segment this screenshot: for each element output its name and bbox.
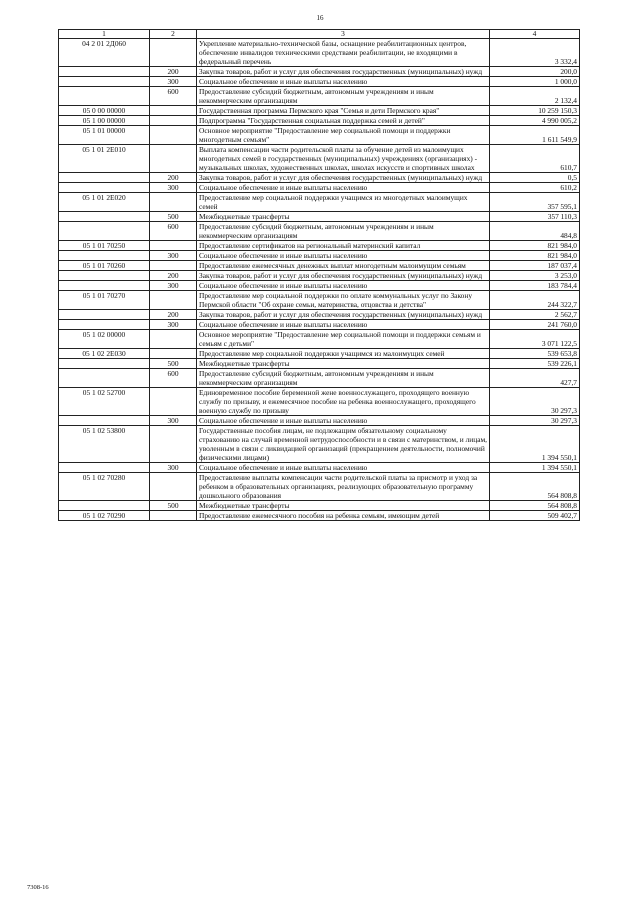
code-cell: 05 1 01 70260 xyxy=(59,261,150,271)
amount-cell: 200,0 xyxy=(490,67,580,77)
table-row xyxy=(59,330,580,349)
amount-cell: 30 297,3 xyxy=(490,416,580,426)
item-name-cell: Предоставление ежемесячного пособия на ребенка семьям, имеющим детей xyxy=(197,511,490,521)
table-row xyxy=(59,241,580,251)
item-name-cell: Закупка товаров, работ и услуг для обеспечения государственных (муниципальных) нужд xyxy=(197,271,490,281)
item-name-cell: Государственные пособия лицам, не подлежащим обязательному социальному страхованию на случай временной нетрудоспособности и в связи с материнством, и лицам, уволенным в связи с ликвидацией организаций (прекращением деятельности, полномочий физическими лицами) xyxy=(197,426,490,463)
table-row xyxy=(59,87,580,106)
amount-cell: 821 984,0 xyxy=(490,251,580,261)
amount-cell: 30 297,3 xyxy=(490,388,580,416)
header-cell-1: 1 xyxy=(59,30,150,39)
code-cell xyxy=(59,212,150,222)
table-row xyxy=(59,212,580,222)
amount-cell: 357 595,1 xyxy=(490,193,580,212)
expense-type-cell xyxy=(150,106,197,116)
item-name-cell: Выплата компенсации части родительской платы за обучение детей из малоимущих многодетных семей в государственных (муниципальных) учреждениях (организациях) - музыкальных школах, художественных школах, школах искусств и спортивных школах xyxy=(197,145,490,173)
amount-cell: 3 071 122,5 xyxy=(490,330,580,349)
item-name-cell: Закупка товаров, работ и услуг для обеспечения государственных (муниципальных) нужд xyxy=(197,67,490,77)
code-cell xyxy=(59,173,150,183)
table-header-row xyxy=(59,30,580,39)
expense-type-cell: 200 xyxy=(150,173,197,183)
item-name-cell: Государственная программа Пермского края "Семья и дети Пермского края" xyxy=(197,106,490,116)
code-cell xyxy=(59,222,150,241)
amount-cell: 427,7 xyxy=(490,369,580,388)
code-cell: 05 1 02 70280 xyxy=(59,473,150,501)
expense-type-cell: 600 xyxy=(150,222,197,241)
page-number: 16 xyxy=(316,14,324,22)
item-name-cell: Социальное обеспечение и иные выплаты населению xyxy=(197,281,490,291)
table-row xyxy=(59,501,580,511)
item-name-cell: Социальное обеспечение и иные выплаты населению xyxy=(197,320,490,330)
expense-type-cell xyxy=(150,349,197,359)
table-row xyxy=(59,193,580,212)
table-row xyxy=(59,416,580,426)
code-cell: 05 1 01 70270 xyxy=(59,291,150,310)
code-cell xyxy=(59,320,150,330)
code-cell xyxy=(59,183,150,193)
code-cell: 05 1 02 2Е030 xyxy=(59,349,150,359)
amount-cell: 10 259 150,3 xyxy=(490,106,580,116)
code-cell: 05 1 02 53800 xyxy=(59,426,150,463)
expense-type-cell xyxy=(150,126,197,145)
item-name-cell: Межбюджетные трансферты xyxy=(197,501,490,511)
item-name-cell: Предоставление субсидий бюджетным, автономным учреждениям и иным некоммерческим организациям xyxy=(197,222,490,241)
expense-type-cell: 500 xyxy=(150,501,197,511)
amount-cell: 484,8 xyxy=(490,222,580,241)
amount-cell: 539 226,1 xyxy=(490,359,580,369)
code-cell xyxy=(59,67,150,77)
table-row xyxy=(59,291,580,310)
amount-cell: 539 653,8 xyxy=(490,349,580,359)
code-cell xyxy=(59,359,150,369)
code-cell: 05 1 02 00000 xyxy=(59,330,150,349)
amount-cell: 2 132,4 xyxy=(490,87,580,106)
expense-type-cell xyxy=(150,426,197,463)
code-cell: 05 1 01 00000 xyxy=(59,126,150,145)
expense-type-cell: 300 xyxy=(150,183,197,193)
item-name-cell: Укрепление материально-технической базы, оснащение реабилитационных центров, обеспечение инвалидов техническими средствами реабилитации, не входящими в федеральный перечень xyxy=(197,39,490,67)
amount-cell: 244 322,7 xyxy=(490,291,580,310)
table-row xyxy=(59,39,580,67)
table-row xyxy=(59,271,580,281)
table-row xyxy=(59,388,580,416)
expense-type-cell: 300 xyxy=(150,416,197,426)
table-row xyxy=(59,126,580,145)
expense-type-cell: 200 xyxy=(150,271,197,281)
expense-type-cell xyxy=(150,193,197,212)
item-name-cell: Предоставление субсидий бюджетным, автономным учреждениям и иным некоммерческим организациям xyxy=(197,87,490,106)
header-cell-4: 4 xyxy=(490,30,580,39)
code-cell: 04 2 01 2Д060 xyxy=(59,39,150,67)
table-row xyxy=(59,320,580,330)
item-name-cell: Социальное обеспечение и иные выплаты населению xyxy=(197,77,490,87)
expense-type-cell xyxy=(150,291,197,310)
expense-type-cell: 200 xyxy=(150,67,197,77)
expense-type-cell xyxy=(150,511,197,521)
item-name-cell: Межбюджетные трансферты xyxy=(197,359,490,369)
code-cell xyxy=(59,271,150,281)
amount-cell: 610,2 xyxy=(490,183,580,193)
expense-type-cell xyxy=(150,261,197,271)
item-name-cell: Социальное обеспечение и иные выплаты населению xyxy=(197,251,490,261)
code-cell: 05 1 01 70250 xyxy=(59,241,150,251)
table-row xyxy=(59,222,580,241)
amount-cell: 610,7 xyxy=(490,145,580,173)
item-name-cell: Предоставление мер социальной поддержки учащимся из малоимущих семей xyxy=(197,349,490,359)
expense-type-cell: 500 xyxy=(150,359,197,369)
table-row xyxy=(59,145,580,173)
table-row xyxy=(59,281,580,291)
amount-cell: 2 562,7 xyxy=(490,310,580,320)
expense-type-cell: 600 xyxy=(150,369,197,388)
item-name-cell: Единовременное пособие беременной жене военнослужащего, проходящего военную службу по призыву, и ежемесячное пособие на ребенка военнослужащего, проходящего военную службу по призыву xyxy=(197,388,490,416)
code-cell xyxy=(59,463,150,473)
table-row xyxy=(59,261,580,271)
code-cell: 05 1 01 2Е020 xyxy=(59,193,150,212)
code-cell: 05 0 00 00000 xyxy=(59,106,150,116)
code-cell xyxy=(59,87,150,106)
expense-type-cell: 300 xyxy=(150,463,197,473)
table-row xyxy=(59,310,580,320)
item-name-cell: Предоставление мер социальной поддержки по оплате коммунальных услуг по Закону Пермской области "Об охране семьи, материнства, отцовства и детства" xyxy=(197,291,490,310)
item-name-cell: Социальное обеспечение и иные выплаты населению xyxy=(197,416,490,426)
item-name-cell: Предоставление ежемесячных денежных выплат многодетным малоимущим семьям xyxy=(197,261,490,271)
header-cell-2: 2 xyxy=(150,30,197,39)
amount-cell: 3 253,0 xyxy=(490,271,580,281)
table-row xyxy=(59,116,580,126)
table-row xyxy=(59,426,580,463)
amount-cell: 821 984,0 xyxy=(490,241,580,251)
expense-type-cell: 300 xyxy=(150,320,197,330)
code-cell xyxy=(59,281,150,291)
amount-cell: 1 611 549,9 xyxy=(490,126,580,145)
budget-table xyxy=(58,29,580,521)
expense-type-cell xyxy=(150,241,197,251)
amount-cell: 4 990 005,2 xyxy=(490,116,580,126)
table-row xyxy=(59,349,580,359)
amount-cell: 0,5 xyxy=(490,173,580,183)
amount-cell: 357 110,3 xyxy=(490,212,580,222)
expense-type-cell: 300 xyxy=(150,251,197,261)
table-row xyxy=(59,183,580,193)
amount-cell: 564 808,8 xyxy=(490,501,580,511)
table-row xyxy=(59,359,580,369)
expense-type-cell xyxy=(150,388,197,416)
code-cell xyxy=(59,501,150,511)
code-cell xyxy=(59,77,150,87)
amount-cell: 187 037,4 xyxy=(490,261,580,271)
table-row xyxy=(59,511,580,521)
item-name-cell: Закупка товаров, работ и услуг для обеспечения государственных (муниципальных) нужд xyxy=(197,173,490,183)
table-row xyxy=(59,67,580,77)
amount-cell: 1 000,0 xyxy=(490,77,580,87)
amount-cell: 3 332,4 xyxy=(490,39,580,67)
footer-code: 7308-16 xyxy=(27,884,49,891)
expense-type-cell: 300 xyxy=(150,77,197,87)
item-name-cell: Межбюджетные трансферты xyxy=(197,212,490,222)
code-cell xyxy=(59,416,150,426)
expense-type-cell xyxy=(150,116,197,126)
code-cell xyxy=(59,251,150,261)
amount-cell: 241 760,0 xyxy=(490,320,580,330)
amount-cell: 1 394 550,1 xyxy=(490,426,580,463)
code-cell: 05 1 02 52700 xyxy=(59,388,150,416)
table-row xyxy=(59,106,580,116)
item-name-cell: Предоставление мер социальной поддержки учащимся из многодетных малоимущих семей xyxy=(197,193,490,212)
amount-cell: 564 808,8 xyxy=(490,473,580,501)
table-row xyxy=(59,463,580,473)
item-name-cell: Предоставление субсидий бюджетным, автономным учреждениям и иным некоммерческим организациям xyxy=(197,369,490,388)
expense-type-cell xyxy=(150,330,197,349)
table-row xyxy=(59,473,580,501)
code-cell: 05 1 00 00000 xyxy=(59,116,150,126)
item-name-cell: Социальное обеспечение и иные выплаты населению xyxy=(197,463,490,473)
code-cell xyxy=(59,310,150,320)
code-cell: 05 1 01 2Е010 xyxy=(59,145,150,173)
code-cell xyxy=(59,369,150,388)
item-name-cell: Предоставление сертификатов на региональный материнский капитал xyxy=(197,241,490,251)
item-name-cell: Закупка товаров, работ и услуг для обеспечения государственных (муниципальных) нужд xyxy=(197,310,490,320)
table-row xyxy=(59,173,580,183)
expense-type-cell: 500 xyxy=(150,212,197,222)
amount-cell: 183 784,4 xyxy=(490,281,580,291)
expense-type-cell xyxy=(150,145,197,173)
code-cell: 05 1 02 70290 xyxy=(59,511,150,521)
item-name-cell: Основное мероприятие "Предоставление мер социальной помощи и поддержки семьям и семьям с детьми" xyxy=(197,330,490,349)
item-name-cell: Социальное обеспечение и иные выплаты населению xyxy=(197,183,490,193)
amount-cell: 1 394 550,1 xyxy=(490,463,580,473)
expense-type-cell: 600 xyxy=(150,87,197,106)
expense-type-cell: 300 xyxy=(150,281,197,291)
table-row xyxy=(59,369,580,388)
table-row xyxy=(59,77,580,87)
item-name-cell: Подпрограмма "Государственная социальная поддержка семей и детей" xyxy=(197,116,490,126)
table-row xyxy=(59,251,580,261)
expense-type-cell: 200 xyxy=(150,310,197,320)
item-name-cell: Предоставление выплаты компенсации части родительской платы за присмотр и уход за ребенком в образовательных организациях, реализующих образовательную программу дошкольного образования xyxy=(197,473,490,501)
expense-type-cell xyxy=(150,39,197,67)
item-name-cell: Основное мероприятие "Предоставление мер социальной помощи и поддержки многодетным семьям" xyxy=(197,126,490,145)
header-cell-3: 3 xyxy=(197,30,490,39)
amount-cell: 509 402,7 xyxy=(490,511,580,521)
expense-type-cell xyxy=(150,473,197,501)
